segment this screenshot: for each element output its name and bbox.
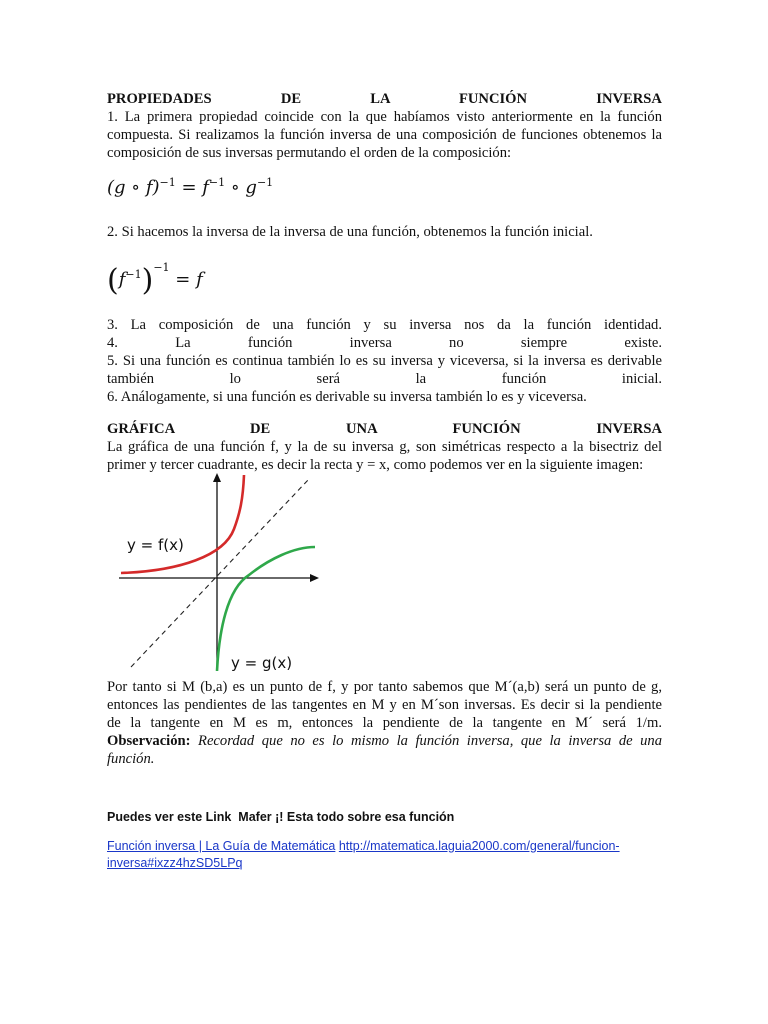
word: también bbox=[107, 371, 155, 387]
title-word: PROPIEDADES bbox=[107, 91, 212, 107]
title-word: LA bbox=[370, 91, 390, 107]
observation bbox=[107, 732, 662, 750]
properties-list bbox=[107, 316, 662, 406]
paragraph-line: composición de sus inversas permutando el orden de la composición: bbox=[107, 145, 512, 161]
paragraph-line: entonces las pendientes de las tangentes en M y en M´son inversas. Es decir si la pendiente bbox=[107, 697, 662, 713]
paragraph-line: La gráfica de una función f, y la de su inversa g, son simétricas respecto a la bisectriz del bbox=[107, 439, 662, 455]
word: siempre bbox=[520, 335, 568, 351]
word: lo bbox=[229, 371, 241, 387]
word: inicial. bbox=[621, 371, 663, 387]
word: 4. bbox=[107, 335, 118, 351]
word: función bbox=[247, 335, 293, 351]
word: existe. bbox=[624, 335, 663, 351]
formula-paren: ) bbox=[141, 263, 154, 298]
formula-composition-inverse bbox=[107, 176, 273, 198]
section-title-graph bbox=[107, 420, 662, 438]
formula-exponent: −1 bbox=[159, 176, 176, 189]
paragraph-line: compuesta. Si realizamos la función inversa de una composición de funciones obtenemos la bbox=[107, 127, 662, 143]
property-6: 6. Análogamente, si una función es derivable su inversa también lo es y viceversa. bbox=[107, 389, 587, 405]
word: no bbox=[449, 335, 464, 351]
x-axis-arrow bbox=[310, 574, 319, 582]
link-funcion-inversa[interactable]: Función inversa | La Guía de Matemática bbox=[107, 839, 336, 853]
formula-part: g bbox=[245, 177, 257, 198]
label-f: y = f(x) bbox=[127, 536, 184, 554]
property-5: 5. Si una función es continua también lo es su inversa y viceversa, si la inversa es derivable bbox=[107, 353, 662, 369]
observation-text-cont: función. bbox=[107, 751, 155, 767]
paragraph-line: Por tanto si M (b,a) es un punto de f, y por tanto sabemos que M´(a,b) será un punto de g, bbox=[107, 679, 662, 695]
word: será bbox=[316, 371, 341, 387]
section-title-properties bbox=[107, 90, 662, 108]
curve-g bbox=[217, 547, 315, 671]
inverse-function-graph bbox=[119, 471, 319, 671]
formula-part: = bbox=[175, 177, 203, 198]
formula-part: (g ∘ f) bbox=[107, 177, 160, 198]
paragraph-line: de la tangente en M es m, entonces la pendiente de la tangente en M´ será 1/m. bbox=[107, 715, 662, 731]
section-tangents bbox=[107, 678, 662, 768]
observation-text: Recordad que no es lo mismo la función inversa, que la inversa de una bbox=[190, 733, 662, 749]
title-word: DE bbox=[250, 421, 271, 437]
section-graph bbox=[107, 420, 662, 474]
formula-exponent: −1 bbox=[256, 176, 274, 189]
paragraph-line: 1. La primera propiedad coincide con la que habíamos visto anteriormente en la función bbox=[107, 109, 662, 125]
title-word: INVERSA bbox=[596, 421, 662, 437]
formula-exponent: −1 bbox=[125, 268, 142, 281]
title-word: FUNCIÓN bbox=[452, 421, 521, 437]
section-properties bbox=[107, 90, 662, 162]
formula-part: = f bbox=[169, 269, 203, 290]
curve-f bbox=[121, 475, 244, 573]
link-url-cont[interactable]: inversa#ixzz4hzSD5LPq bbox=[107, 856, 243, 870]
document-page bbox=[107, 90, 663, 870]
property-5-cont bbox=[107, 370, 662, 388]
formula-exponent: −1 bbox=[153, 261, 170, 274]
y-axis-arrow bbox=[213, 473, 221, 482]
word: La bbox=[175, 335, 191, 351]
title-word: GRÁFICA bbox=[107, 421, 175, 437]
formula-exponent: −1 bbox=[208, 176, 226, 189]
formula-part: f bbox=[118, 269, 126, 290]
formula-part: f bbox=[202, 177, 209, 198]
formula-double-inverse bbox=[107, 261, 203, 298]
title-word: UNA bbox=[345, 421, 377, 437]
property-4 bbox=[107, 334, 662, 352]
word: la bbox=[415, 371, 427, 387]
link-url[interactable]: http://matematica.laguia2000.com/general/funcion- bbox=[338, 839, 620, 853]
observation-label: Observación: bbox=[107, 733, 191, 749]
title-word: INVERSA bbox=[596, 91, 662, 107]
formula-paren: ( bbox=[107, 263, 119, 298]
title-word: FUNCIÓN bbox=[458, 91, 528, 107]
property-3: 3. La composición de una función y su inversa nos da la función identidad. bbox=[107, 317, 662, 333]
label-g: y = g(x) bbox=[231, 654, 293, 671]
word: función bbox=[501, 371, 547, 387]
formula-part: ∘ bbox=[225, 177, 246, 198]
title-word: DE bbox=[280, 91, 302, 107]
links-block bbox=[107, 838, 667, 872]
property-2: 2. Si hacemos la inversa de la inversa de una función, obtenemos la función inicial. bbox=[107, 224, 593, 240]
paragraph-line: primer y tercer cuadrante, es decir la recta y = x, como podemos ver en la siguiente imagen: bbox=[107, 457, 644, 473]
word: inversa bbox=[349, 335, 392, 351]
link-heading: Puedes ver este Link Mafer ¡! Esta todo sobre esa función bbox=[107, 810, 455, 824]
